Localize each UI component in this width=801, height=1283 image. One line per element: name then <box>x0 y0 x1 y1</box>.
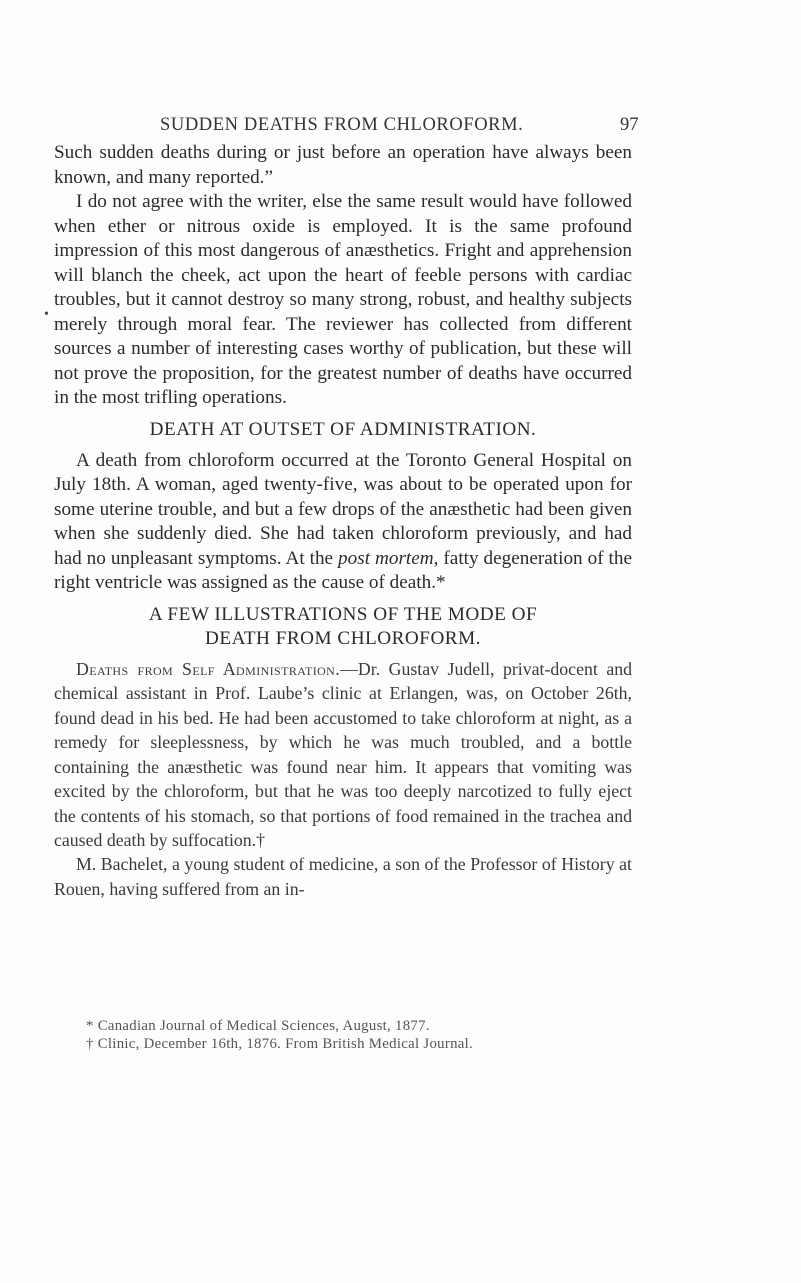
paragraph-toronto-case <box>54 449 632 596</box>
heading-line-1: A FEW ILLUSTRATIONS OF THE MODE OF <box>148 603 538 625</box>
running-head: SUDDEN DEATHS FROM CHLOROFORM. <box>160 115 524 135</box>
footnote-2: † Clinic, December 16th, 1876. From British Medical Journal. <box>86 1035 474 1052</box>
subheading-self-administration: Deaths from Self Administration. <box>76 658 341 679</box>
page-number: 97 <box>620 115 639 135</box>
footnote-1: * Canadian Journal of Medical Sciences, August, 1877. <box>86 1018 430 1034</box>
heading-line-2: DEATH FROM CHLOROFORM. <box>205 627 481 649</box>
paragraph-continued: Such sudden deaths during or just before an operation have always been known, and many reported.” <box>54 142 632 188</box>
paragraph-reviewer: I do not agree with the writer, else the same result would have followed when ether or nitrous oxide is employed. It is the same profound impression of this most dangerous of anæsthetics. Fright and apprehension will blanch the cheek, act upon the heart of feeble persons with cardiac troubles, but it cannot destroy so many strong, robust, and healthy subjects merely through moral fear. The reviewer has collected from different sources a number of interesting cases worthy of publication, but these will not prove the proposition, for the greatest number of deaths have occurred in the most trifling operations. <box>54 191 632 409</box>
judell-case-text: —Dr. Gustav Judell, privat-docent and chemical assistant in Prof. Laube’s clinic at Erlangen, was, on October 26th, found dead in his bed. He had been accustomed to take chloroform at night, as a remedy for sleeplessness, by which he was much troubled, and a bottle containing the anæsthetic was found near him. It appears that vomiting was excited by the chloroform, but that he was too deeply narcotized to fully eject the contents of his stomach, so that portions of food remained in the trachea and caused death by suffocation.† <box>54 658 632 851</box>
body-text <box>54 141 632 901</box>
toronto-text-b: fatty degeneration of the right ventricle was assigned as the cause of death.* <box>54 547 633 594</box>
paragraph-self-administration <box>54 657 632 853</box>
toronto-text-a: A death from chloroform occurred at the Toronto General Hospital on July 18th. A woman, aged twenty-five, was about to be operated upon for some uterine trouble, and but a few drops of the anæsthetic had been given when she suddenly died. She had taken chloroform previously, and had had no unpleasant symptoms. At the <box>54 449 632 569</box>
footnotes <box>86 1018 646 1053</box>
paragraph-bachelet: M. Bachelet, a young student of medicine, a son of the Professor of History at Rouen, having suffered from an in- <box>54 854 632 899</box>
post-mortem-italic: post mortem, <box>338 547 439 569</box>
section-heading-outset: DEATH AT OUTSET OF ADMINISTRATION. <box>149 419 537 441</box>
small-type-section <box>54 657 632 902</box>
section-heading-illustrations <box>54 603 632 651</box>
margin-speck: • <box>44 307 49 322</box>
